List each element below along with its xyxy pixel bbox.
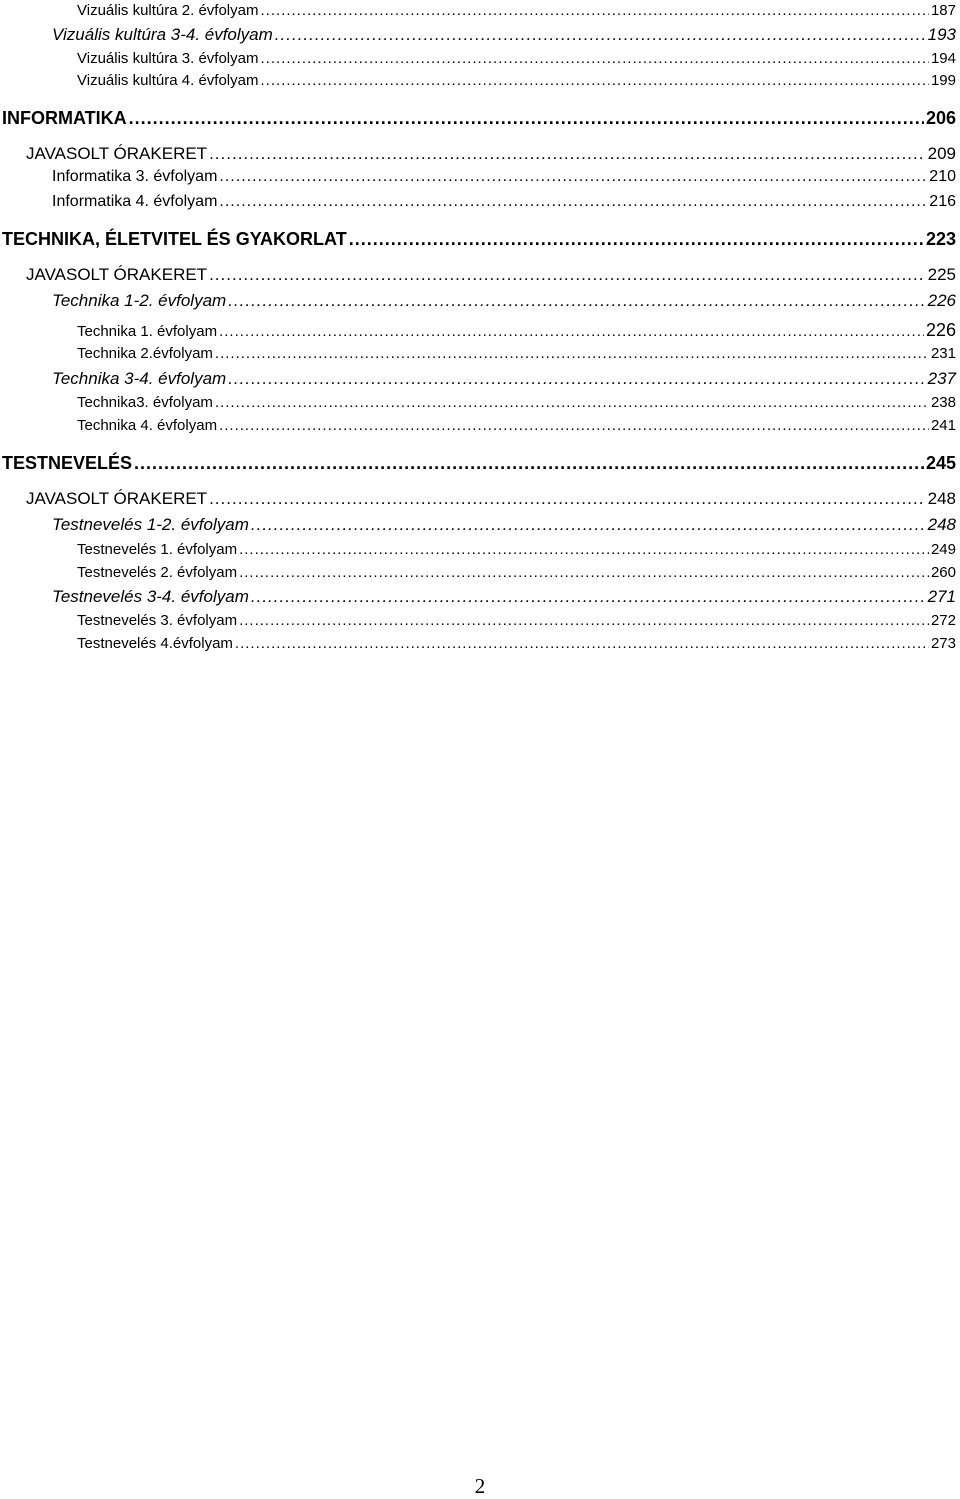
toc-entry-page: 271 <box>927 587 956 606</box>
toc-entry-page: 223 <box>925 229 956 249</box>
toc-leader-dots <box>349 229 924 250</box>
toc-entry-title: JAVASOLT ÓRAKERET <box>26 489 208 508</box>
toc-entry[interactable] <box>26 489 956 509</box>
toc-entry-page: 187 <box>930 2 956 19</box>
toc-entry[interactable] <box>26 144 956 164</box>
toc-leader-dots <box>260 72 928 89</box>
toc-entry-page: 272 <box>930 612 956 629</box>
toc-leader-dots <box>129 108 924 129</box>
toc-leader-dots <box>260 2 928 19</box>
toc-leader-dots <box>239 612 929 629</box>
toc-entry-title: Technika 3-4. évfolyam <box>52 369 227 388</box>
toc-entry-title: Informatika 3. évfolyam <box>52 168 218 185</box>
toc-entry-page: 210 <box>929 168 956 185</box>
toc-leader-dots <box>209 265 926 285</box>
toc-entry[interactable] <box>77 635 956 652</box>
toc-entry-page: 231 <box>930 345 956 362</box>
toc-entry[interactable] <box>52 369 956 389</box>
toc-entry-title: JAVASOLT ÓRAKERET <box>26 144 208 163</box>
toc-entry-page: 245 <box>925 453 956 473</box>
toc-entry-title: Informatika 4. évfolyam <box>52 193 218 210</box>
toc-entry[interactable] <box>77 320 956 341</box>
toc-entry[interactable] <box>77 541 956 558</box>
toc-entry-title: Testnevelés 2. évfolyam <box>77 564 238 581</box>
toc-entry-page: 241 <box>930 417 956 434</box>
toc-entry[interactable] <box>2 229 956 250</box>
toc-entry-title: Vizuális kultúra 2. évfolyam <box>77 2 259 19</box>
toc-entry[interactable] <box>77 612 956 629</box>
page-number: 2 <box>474 1474 486 1498</box>
toc-entry-page: 199 <box>930 72 956 89</box>
toc-entry-title: Technika3. évfolyam <box>77 394 213 411</box>
toc-entry-title: Testnevelés 1-2. évfolyam <box>52 515 249 534</box>
toc-leader-dots <box>251 587 926 607</box>
toc-entry[interactable] <box>52 25 956 45</box>
toc-leader-dots <box>215 345 929 362</box>
toc-entry-title: Vizuális kultúra 3. évfolyam <box>77 50 259 67</box>
toc-leader-dots <box>228 291 925 311</box>
toc-entry-title: Technika 4. évfolyam <box>77 417 218 434</box>
toc-entry-page: 226 <box>927 291 956 310</box>
toc-entry[interactable] <box>77 72 956 89</box>
toc-entry[interactable] <box>52 168 956 186</box>
toc-entry-page: 206 <box>925 108 956 128</box>
toc-entry[interactable] <box>52 291 956 311</box>
toc-leader-dots <box>228 369 925 389</box>
toc-leader-dots <box>219 323 924 340</box>
toc-entry-page: 225 <box>927 265 956 284</box>
toc-leader-dots <box>219 417 929 434</box>
toc-entry-page: 238 <box>930 394 956 411</box>
toc-entry-title: TESTNEVELÉS <box>2 453 133 473</box>
toc-entry[interactable] <box>26 265 956 285</box>
toc-leader-dots <box>209 489 926 509</box>
toc-leader-dots <box>275 25 926 45</box>
toc-entry-page: 237 <box>927 369 956 388</box>
toc-leader-dots <box>209 144 926 164</box>
toc-entry-page: 194 <box>930 50 956 67</box>
toc-entry-title: TECHNIKA, ÉLETVITEL ÉS GYAKORLAT <box>2 229 347 249</box>
toc-entry-title: Vizuális kultúra 3-4. évfolyam <box>52 25 273 44</box>
toc-entry-title: Technika 1. évfolyam <box>77 323 218 340</box>
toc-leader-dots <box>235 635 929 652</box>
toc-leader-dots <box>219 168 927 186</box>
toc-entry-title: Testnevelés 1. évfolyam <box>77 541 238 558</box>
toc-entry-title: Technika 1-2. évfolyam <box>52 291 227 310</box>
toc-leader-dots <box>239 541 929 558</box>
toc-entry-page: 226 <box>925 320 956 340</box>
toc-entry-title: JAVASOLT ÓRAKERET <box>26 265 208 284</box>
toc-entry[interactable] <box>52 193 956 211</box>
toc-entry[interactable] <box>77 394 956 411</box>
toc-entry-page: 209 <box>927 144 956 163</box>
toc-entry-title: Testnevelés 3. évfolyam <box>77 612 238 629</box>
toc-entry-page: 248 <box>927 489 956 508</box>
toc-entry[interactable] <box>77 564 956 581</box>
toc-entry-page: 273 <box>930 635 956 652</box>
toc-entry[interactable] <box>77 2 956 19</box>
toc-entry-page: 260 <box>930 564 956 581</box>
toc-entry-title: Testnevelés 3-4. évfolyam <box>52 587 249 606</box>
toc-leader-dots <box>219 193 927 211</box>
toc-leader-dots <box>251 515 926 535</box>
toc-entry[interactable] <box>77 50 956 67</box>
toc-entry[interactable] <box>52 587 956 607</box>
toc-leader-dots <box>134 453 924 474</box>
toc-entry[interactable] <box>77 417 956 434</box>
toc-entry-title: INFORMATIKA <box>2 108 127 128</box>
toc-entry-title: Technika 2.évfolyam <box>77 345 213 362</box>
toc-entry[interactable] <box>2 453 956 474</box>
toc-entry-page: 248 <box>927 515 956 534</box>
toc-entry-title: Testnevelés 4.évfolyam <box>77 635 233 652</box>
toc-leader-dots <box>260 50 928 67</box>
toc-entry-page: 216 <box>929 193 956 210</box>
toc-entry[interactable] <box>77 345 956 362</box>
toc-leader-dots <box>215 394 929 411</box>
toc-entry[interactable] <box>52 515 956 535</box>
toc-entry-page: 193 <box>927 25 956 44</box>
toc-leader-dots <box>239 564 929 581</box>
toc-entry-title: Vizuális kultúra 4. évfolyam <box>77 72 259 89</box>
toc-entry[interactable] <box>2 108 956 129</box>
toc-entry-page: 249 <box>930 541 956 558</box>
